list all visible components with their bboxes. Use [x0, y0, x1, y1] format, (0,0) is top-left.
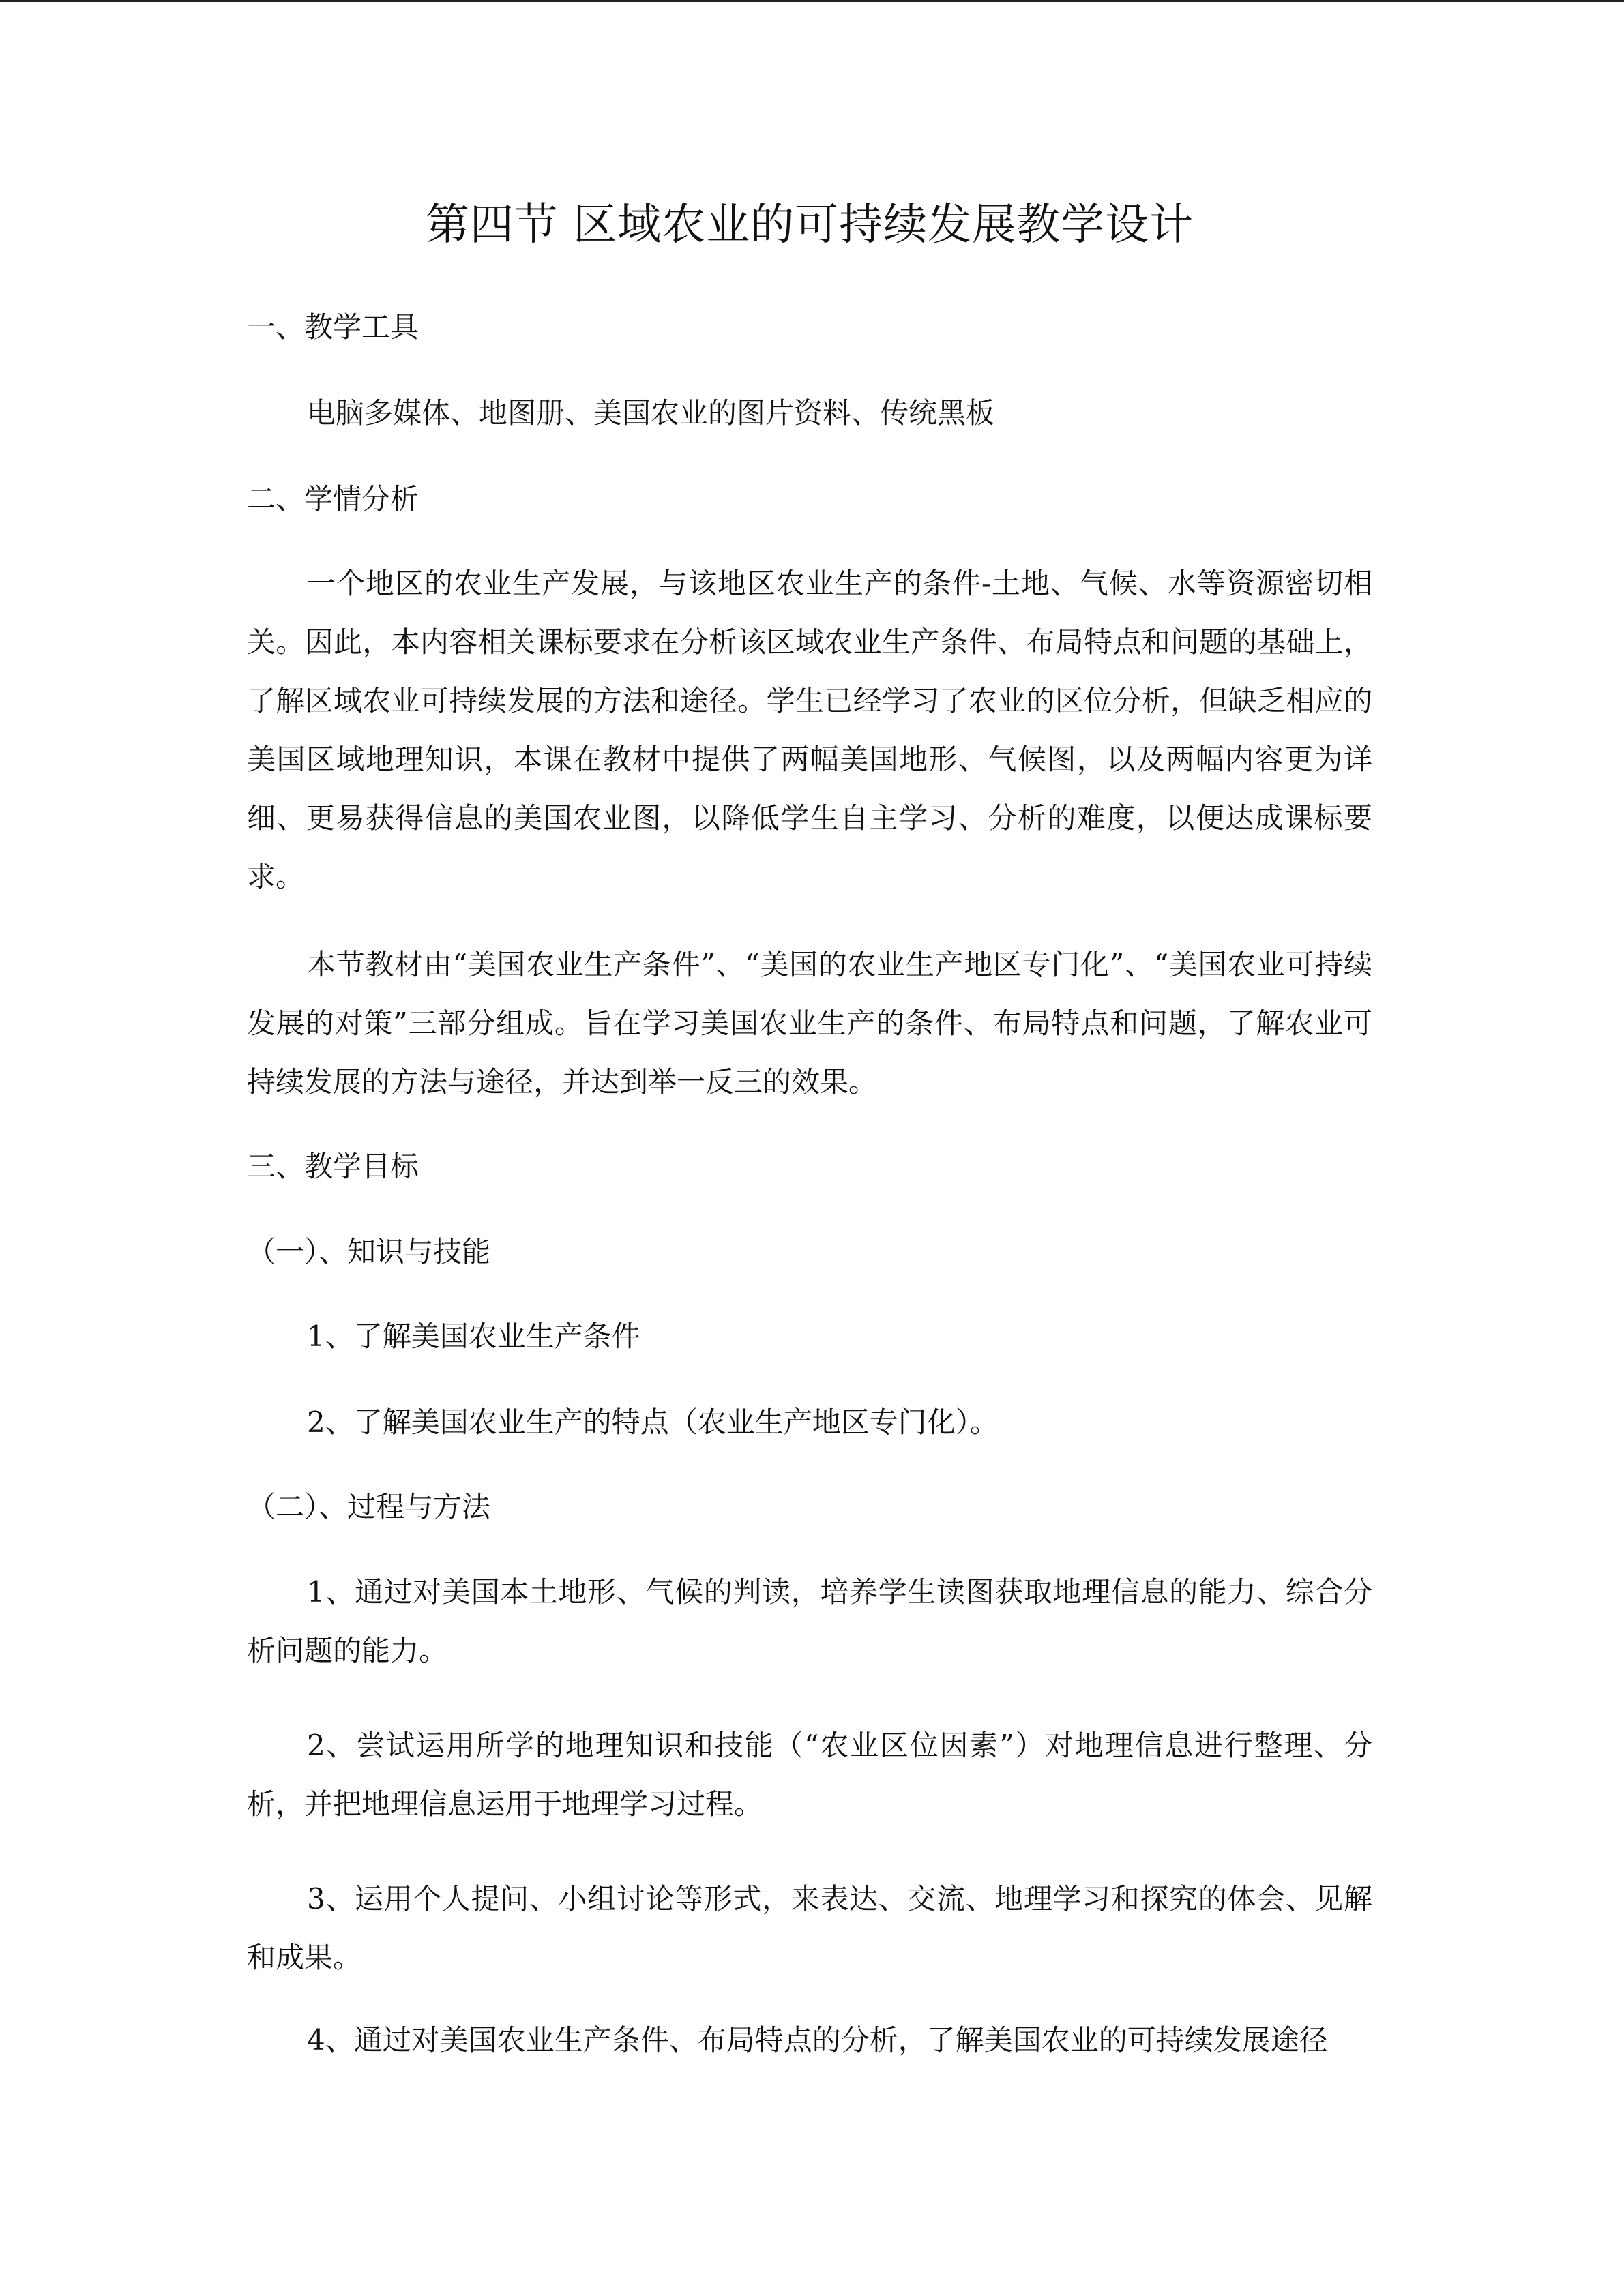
document-title: 第四节 区域农业的可持续发展教学设计 [425, 200, 1194, 250]
section-heading-tools: 一、教学工具 [247, 310, 419, 344]
process-item-2: 2、尝试运用所学的地理知识和技能（“农业区位因素”）对地理信息进行整理、分析，并把地理信息运用于地理学习过程。 [247, 1729, 1372, 1821]
process-item-1: 1、通过对美国本土地形、气候的判读，培养学生读图获取地理信息的能力、综合分析问题的能力。 [247, 1575, 1372, 1667]
knowledge-item-2: 2、了解美国农业生产的特点（农业生产地区专门化）。 [307, 1405, 999, 1439]
process-item-3: 3、运用个人提问、小组讨论等形式，来表达、交流、地理学习和探究的体会、见解和成果。 [247, 1882, 1372, 1974]
section-heading-analysis: 二、学情分析 [247, 482, 419, 516]
page-top-border [0, 0, 1624, 2]
section-heading-objectives: 三、教学目标 [247, 1150, 419, 1183]
analysis-paragraph-2: 本节教材由“美国农业生产条件”、“美国的农业生产地区专门化”、“美国农业可持续发展的对策”三部分组成。旨在学习美国农业生产的条件、布局特点和问题，了解农业可持续发展的方法与途径，并达到举一反三的效果。 [247, 948, 1372, 1099]
subsection-heading-process: （二）、过程与方法 [247, 1490, 491, 1523]
knowledge-item-1: 1、了解美国农业生产条件 [307, 1320, 640, 1353]
analysis-paragraph-1: 一个地区的农业生产发展，与该地区农业生产的条件-土地、气候、水等资源密切相关。因此，本内容相关课标要求在分析该区域农业生产条件、布局特点和问题的基础上，了解区域农业可持续发展的方法和途径。学生已经学习了农业的区位分析，但缺乏相应的美国区域地理知识，本课在教材中提供了两幅美国地形、气候图，以及两幅内容更为详细、更易获得信息的美国农业图，以降低学生自主学习、分析的难度，以便达成课标要求。 [247, 567, 1372, 893]
subsection-heading-knowledge: （一）、知识与技能 [247, 1235, 491, 1268]
process-item-4: 4、通过对美国农业生产条件、布局特点的分析，了解美国农业的可持续发展途径 [307, 2023, 1328, 2057]
tools-content: 电脑多媒体、地图册、美国农业的图片资料、传统黑板 [307, 396, 995, 430]
